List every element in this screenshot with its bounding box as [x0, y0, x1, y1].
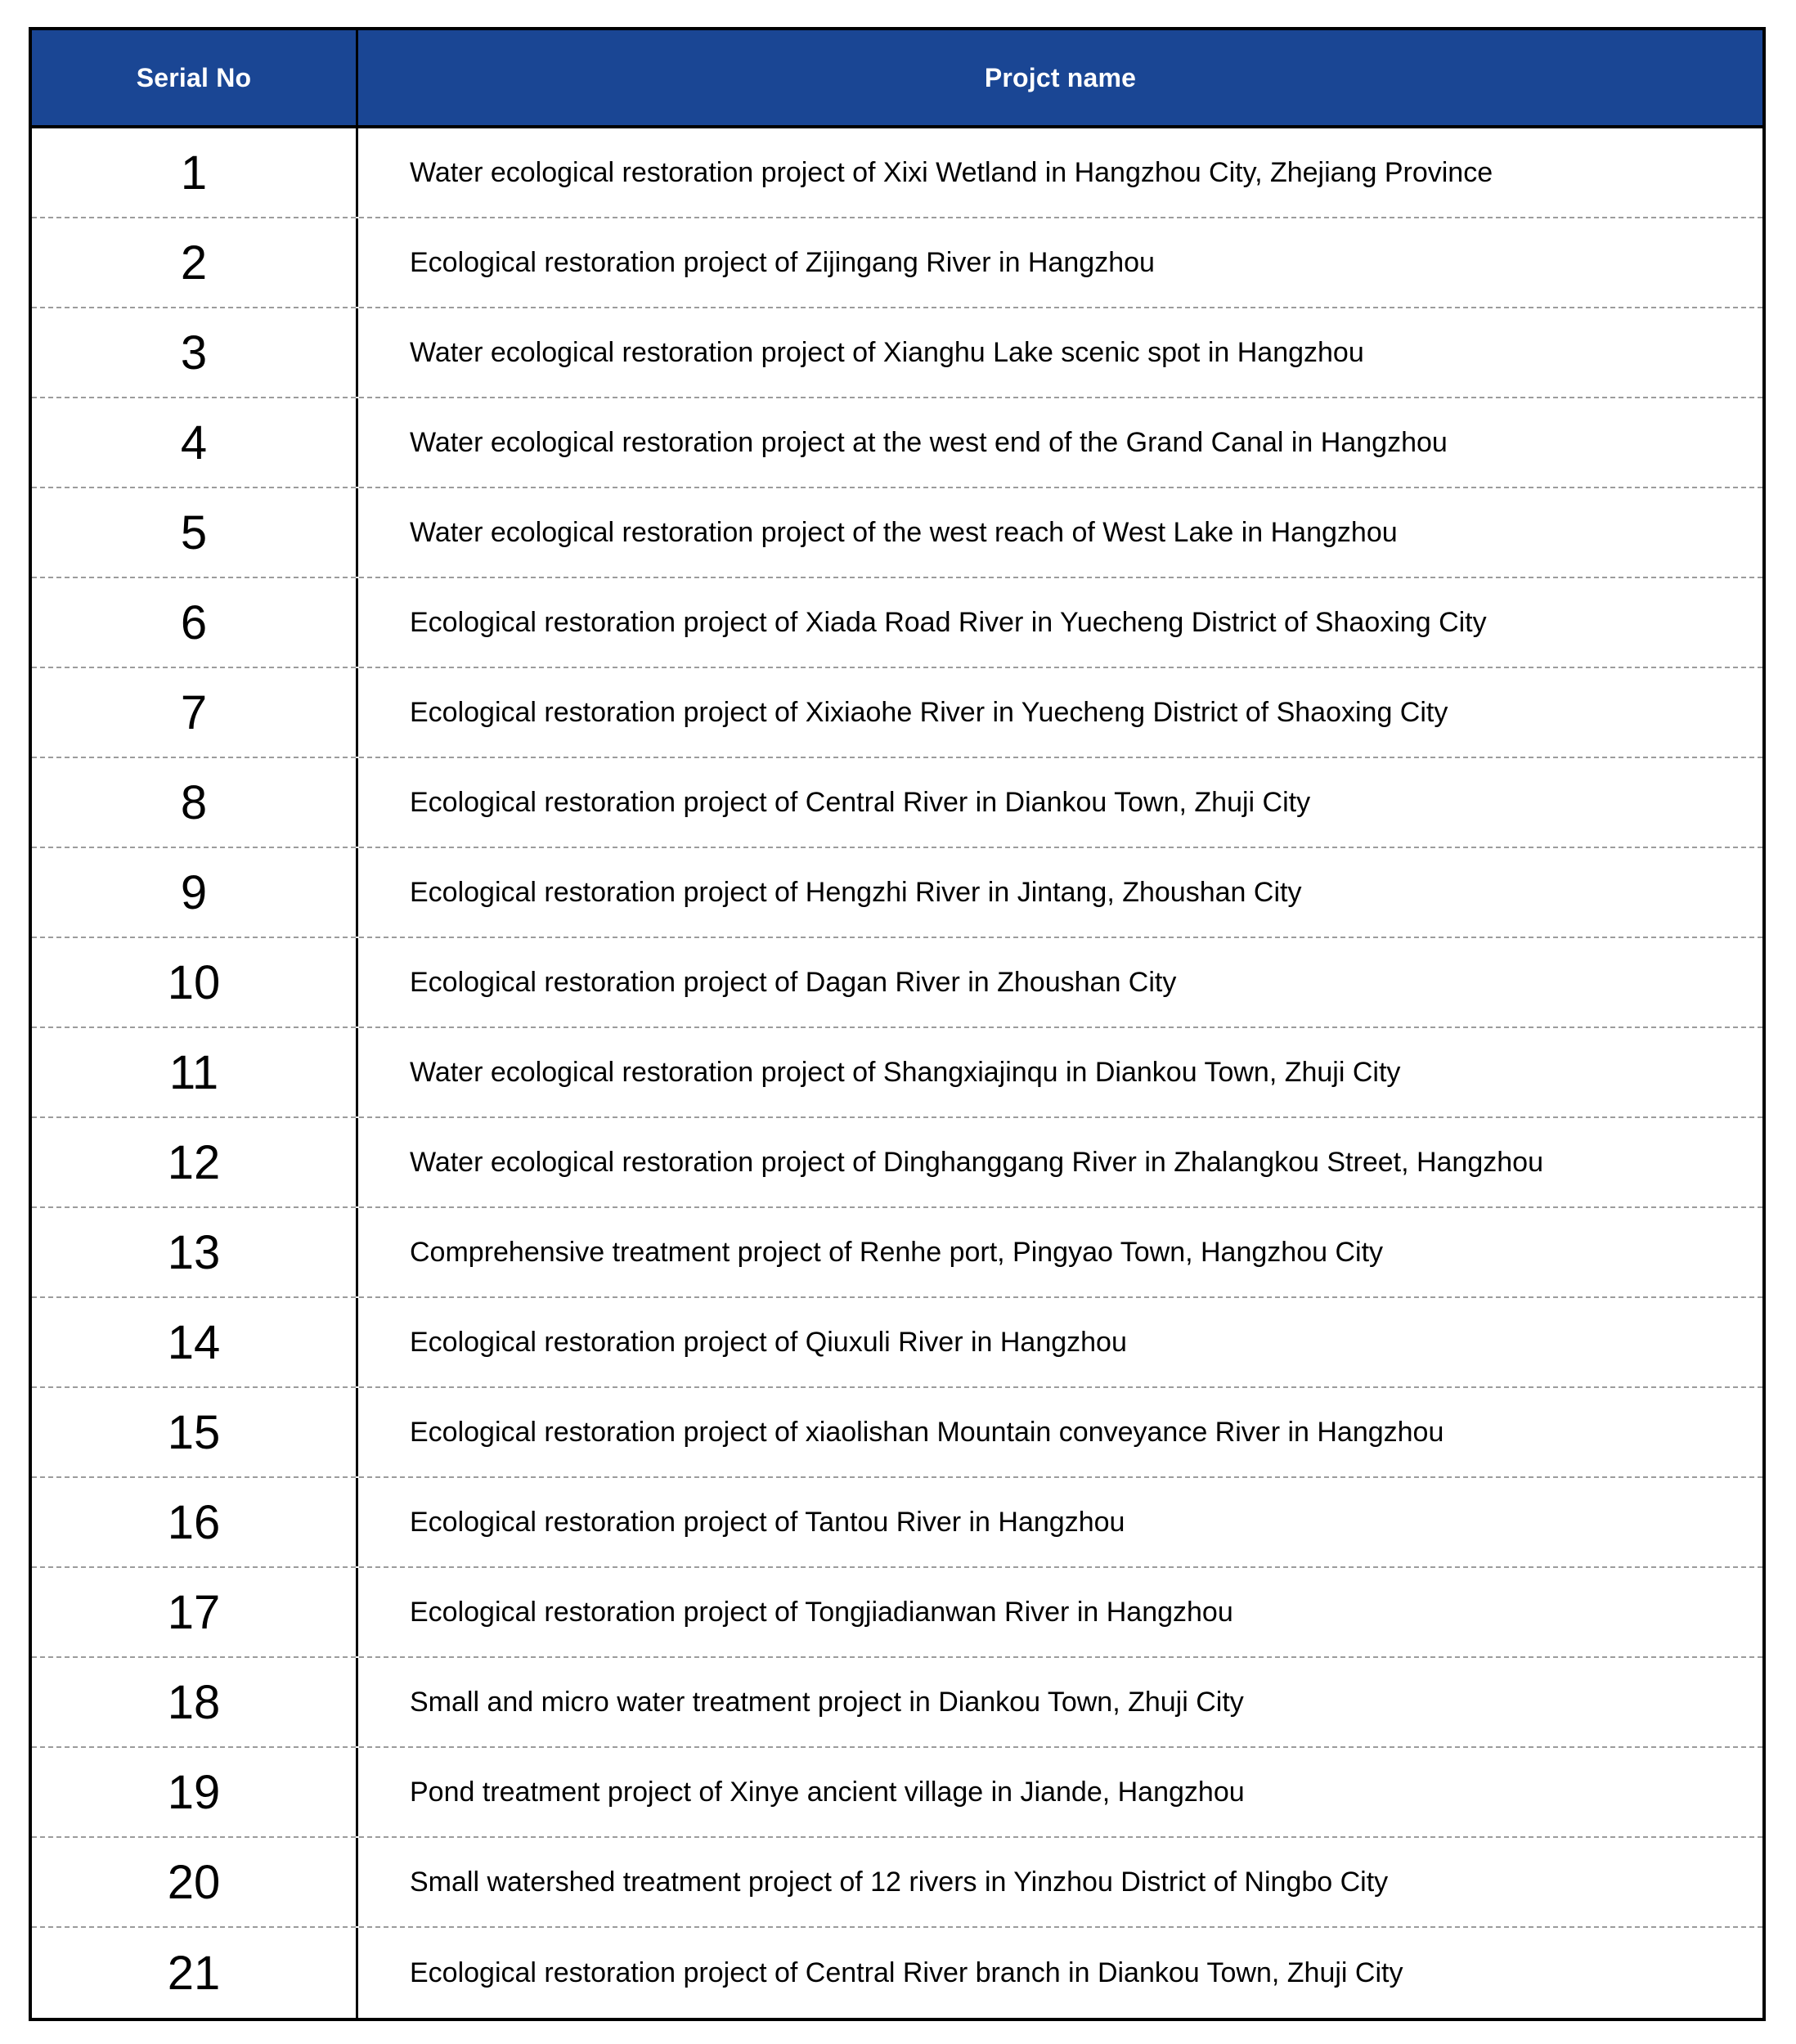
serial-no-cell: 15 [32, 1388, 358, 1476]
table-row [32, 488, 1762, 578]
serial-no-cell: 8 [32, 758, 358, 847]
serial-no-cell: 1 [32, 128, 358, 217]
table-row [32, 1568, 1762, 1658]
project-name-cell: Ecological restoration project of xiaolishan Mountain conveyance River in Hangzhou [410, 1416, 1444, 1448]
table-row [32, 1478, 1762, 1568]
table-row [32, 1028, 1762, 1118]
projects-table [29, 27, 1766, 2021]
table-row [32, 938, 1762, 1028]
table-row [32, 128, 1762, 218]
project-name-cell: Pond treatment project of Xinye ancient village in Jiande, Hangzhou [410, 1776, 1245, 1808]
table-row [32, 218, 1762, 308]
serial-no-cell: 9 [32, 848, 358, 937]
serial-no-cell: 2 [32, 218, 358, 307]
serial-no-cell: 13 [32, 1208, 358, 1296]
project-name-cell: Water ecological restoration project of Xixi Wetland in Hangzhou City, Zhejiang Province [410, 156, 1493, 188]
project-name-cell: Ecological restoration project of Central River branch in Diankou Town, Zhuji City [410, 1956, 1403, 1988]
table-body [32, 128, 1762, 2018]
project-name-cell: Water ecological restoration project of Shangxiajinqu in Diankou Town, Zhuji City [410, 1056, 1401, 1088]
project-name-cell: Water ecological restoration project at the west end of the Grand Canal in Hangzhou [410, 426, 1448, 458]
serial-no-cell: 10 [32, 938, 358, 1026]
serial-no-cell: 17 [32, 1568, 358, 1656]
project-name-cell: Ecological restoration project of Qiuxuli River in Hangzhou [410, 1326, 1127, 1358]
project-name-cell: Ecological restoration project of Tantou River in Hangzhou [410, 1506, 1125, 1538]
project-name-cell: Small watershed treatment project of 12 rivers in Yinzhou District of Ningbo City [410, 1866, 1389, 1898]
serial-no-cell: 12 [32, 1118, 358, 1206]
project-name-cell: Water ecological restoration project of Xianghu Lake scenic spot in Hangzhou [410, 336, 1364, 368]
table-row [32, 848, 1762, 938]
serial-no-cell: 18 [32, 1658, 358, 1746]
serial-no-cell: 7 [32, 668, 358, 757]
table-row [32, 308, 1762, 398]
project-name-cell: Small and micro water treatment project in Diankou Town, Zhuji City [410, 1686, 1244, 1718]
table-row [32, 1298, 1762, 1388]
project-name-cell: Comprehensive treatment project of Renhe port, Pingyao Town, Hangzhou City [410, 1236, 1384, 1268]
table-row [32, 1748, 1762, 1838]
project-name-cell: Ecological restoration project of Zijingang River in Hangzhou [410, 246, 1155, 278]
table-row [32, 758, 1762, 848]
project-name-cell: Ecological restoration project of Xiada Road River in Yuecheng District of Shaoxing City [410, 606, 1487, 638]
table-row [32, 1658, 1762, 1748]
project-name-cell: Ecological restoration project of Dagan River in Zhoushan City [410, 966, 1177, 998]
project-name-cell: Water ecological restoration project of Dinghanggang River in Zhalangkou Street, Hangzhou [410, 1146, 1543, 1178]
serial-no-cell: 11 [32, 1028, 358, 1116]
project-name-cell: Ecological restoration project of Central River in Diankou Town, Zhuji City [410, 786, 1311, 818]
table-row [32, 1838, 1762, 1928]
table-header-row [32, 30, 1762, 128]
table-row [32, 1388, 1762, 1478]
project-name-cell: Ecological restoration project of Hengzhi River in Jintang, Zhoushan City [410, 876, 1302, 908]
table-row [32, 1208, 1762, 1298]
serial-no-cell: 5 [32, 488, 358, 577]
table-row [32, 398, 1762, 488]
table-row [32, 1928, 1762, 2018]
serial-no-cell: 20 [32, 1838, 358, 1926]
table-row [32, 1118, 1762, 1208]
serial-no-cell: 16 [32, 1478, 358, 1566]
serial-no-cell: 4 [32, 398, 358, 487]
serial-no-cell: 6 [32, 578, 358, 667]
table-row [32, 668, 1762, 758]
project-name-cell: Ecological restoration project of Xixiaohe River in Yuecheng District of Shaoxing City [410, 696, 1448, 728]
project-name-cell: Ecological restoration project of Tongjiadianwan River in Hangzhou [410, 1596, 1233, 1628]
project-name-cell: Water ecological restoration project of the west reach of West Lake in Hangzhou [410, 516, 1398, 548]
table-row [32, 578, 1762, 668]
header-project-name: Projct name [984, 62, 1137, 92]
header-serial-no: Serial No [32, 30, 358, 125]
serial-no-cell: 19 [32, 1748, 358, 1836]
serial-no-cell: 14 [32, 1298, 358, 1386]
serial-no-cell: 21 [32, 1928, 358, 2018]
serial-no-cell: 3 [32, 308, 358, 397]
